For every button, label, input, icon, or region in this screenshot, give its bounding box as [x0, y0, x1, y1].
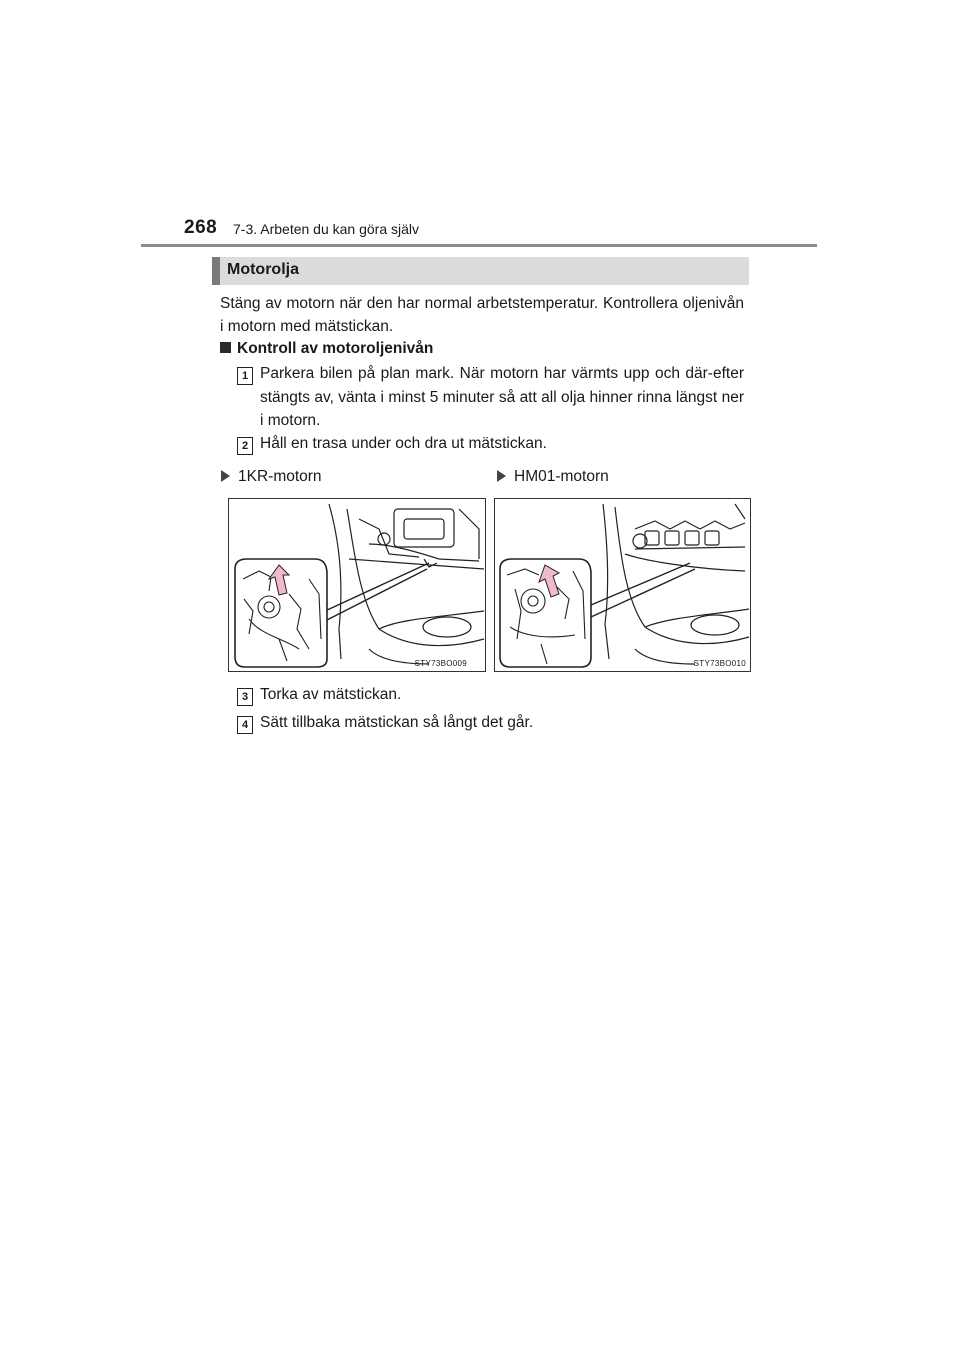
section-accent-stripe [212, 257, 220, 285]
step-2-text: Håll en trasa under och dra ut mätstickan. [260, 435, 547, 452]
subheading-text: Kontroll av motoroljenivån [237, 340, 434, 357]
variant-label-text: 1KR-motorn [238, 468, 322, 485]
variant-label-text: HM01-motorn [514, 468, 609, 485]
variant-label-hm01 [497, 468, 609, 486]
engine-illustration-hm01 [494, 498, 751, 672]
engine-drawing-1kr [229, 499, 485, 671]
square-bullet-icon [220, 342, 231, 353]
variant-label-1kr [221, 468, 322, 486]
intro-paragraph: Stäng av motorn när den har normal arbetstemperatur. Kontrollera oljenivån i motorn med mätstickan. [220, 295, 744, 335]
step-number-3: 3 [237, 688, 253, 706]
triangle-bullet-icon [497, 470, 506, 482]
subheading [220, 340, 433, 358]
section-title: Motorolja [227, 261, 299, 278]
chapter-title: 7-3. Arbeten du kan göra själv [233, 221, 420, 237]
header-divider [141, 244, 817, 247]
engine-drawing-hm01 [495, 499, 750, 671]
triangle-bullet-icon [221, 470, 230, 482]
engine-illustration-1kr [228, 498, 486, 672]
step-3-text: Torka av mätstickan. [260, 686, 402, 703]
step-number-4: 4 [237, 716, 253, 734]
page-number: 268 [184, 217, 218, 238]
figure-code-hm01: STY73BO010 [693, 659, 746, 668]
step-1-text: Parkera bilen på plan mark. När motorn har värmts upp och där-efter stängts av, vänta i minst 5 minuter så att all olja hinner rinna längst ner i motorn. [260, 365, 744, 429]
step-4-text: Sätt tillbaka mätstickan så långt det går. [260, 714, 534, 731]
step-number-1: 1 [237, 367, 253, 385]
figure-code-1kr: STY73BO009 [414, 659, 467, 668]
step-number-2: 2 [237, 437, 253, 455]
section-heading-bar [212, 257, 749, 285]
